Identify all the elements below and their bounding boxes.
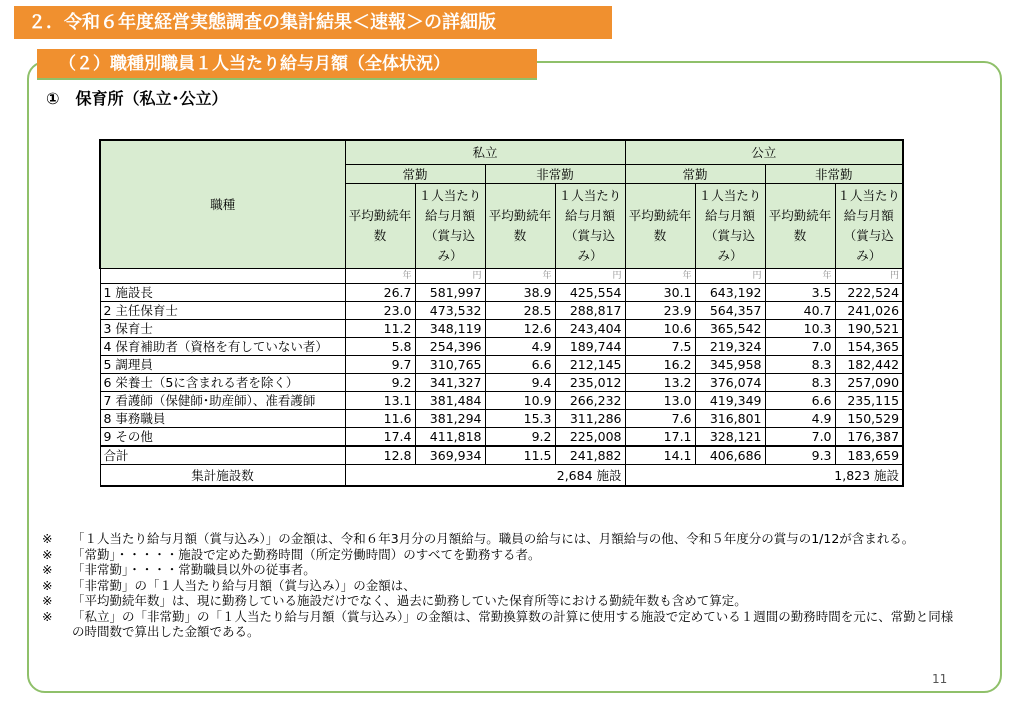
- monthly-salary-value: 225,008: [555, 427, 625, 446]
- avg-years-value: 3.5: [765, 283, 835, 301]
- monthly-salary-value: 419,349: [695, 391, 765, 409]
- avg-years-value: 9.4: [485, 373, 555, 391]
- job-type-name: 2 主任保育士: [100, 301, 345, 319]
- total-value: 183,659: [835, 446, 903, 465]
- monthly-salary-value: 212,145: [555, 355, 625, 373]
- total-value: 12.8: [345, 446, 415, 465]
- total-row: [100, 446, 903, 465]
- unit-row: [100, 268, 903, 283]
- avg-years-value: 8.3: [765, 355, 835, 373]
- note-item: [42, 609, 962, 640]
- monthly-salary-value: 345,958: [695, 355, 765, 373]
- avg-years-value: 17.1: [625, 427, 695, 446]
- avg-years-value: 9.2: [485, 427, 555, 446]
- monthly-salary-value: 190,521: [835, 319, 903, 337]
- monthly-salary-value: 266,232: [555, 391, 625, 409]
- unit-years: 年: [485, 268, 555, 283]
- monthly-salary-value: 473,532: [415, 301, 485, 319]
- note-mark: ※: [42, 546, 53, 562]
- avg-years-value: 15.3: [485, 409, 555, 427]
- sub-title: （２）職種別職員１人当たり給与月額（全体状況）: [37, 49, 537, 80]
- col-avg-years: 平均勤続年数: [625, 183, 695, 268]
- total-value: 11.5: [485, 446, 555, 465]
- avg-years-value: 4.9: [485, 337, 555, 355]
- unit-years: 年: [625, 268, 695, 283]
- note-item: [42, 562, 962, 578]
- note-item: [42, 578, 962, 594]
- unit-years: 年: [345, 268, 415, 283]
- table-row: [100, 409, 903, 427]
- avg-years-value: 38.9: [485, 283, 555, 301]
- avg-years-value: 7.0: [765, 427, 835, 446]
- avg-years-value: 28.5: [485, 301, 555, 319]
- facility-count-public: 1,823 施設: [625, 464, 903, 486]
- job-type-name: 3 保育士: [100, 319, 345, 337]
- note-mark: ※: [42, 562, 53, 577]
- private-parttime-header: 非常勤: [485, 164, 625, 183]
- monthly-salary-value: 288,817: [555, 301, 625, 319]
- note-mark: ※: [42, 593, 53, 608]
- note-text: 「１人当たり給与月額（賞与込み）」の金額は、令和６年3月分の月額給与。職員の給与には、月額給与の他、令和５年度分の賞与の1/12が含まれる。: [72, 531, 915, 546]
- col-monthly-salary: １人当たり給与月額（賞与込み）: [835, 183, 903, 268]
- monthly-salary-value: 348,119: [415, 319, 485, 337]
- section-heading: ① 保育所（私立･公立）: [46, 89, 228, 108]
- total-value: 9.3: [765, 446, 835, 465]
- table-row: [100, 391, 903, 409]
- unit-years: 年: [765, 268, 835, 283]
- monthly-salary-value: 316,801: [695, 409, 765, 427]
- unit-yen: 円: [415, 268, 485, 283]
- avg-years-value: 23.9: [625, 301, 695, 319]
- table-row: [100, 301, 903, 319]
- table-row: [100, 355, 903, 373]
- monthly-salary-value: 235,115: [835, 391, 903, 409]
- total-value: 369,934: [415, 446, 485, 465]
- table-row: [100, 427, 903, 446]
- avg-years-value: 10.3: [765, 319, 835, 337]
- monthly-salary-value: 235,012: [555, 373, 625, 391]
- monthly-salary-value: 341,327: [415, 373, 485, 391]
- private-header: 私立: [345, 140, 625, 164]
- monthly-salary-value: 254,396: [415, 337, 485, 355]
- monthly-salary-value: 381,484: [415, 391, 485, 409]
- page-number: 11: [932, 672, 948, 686]
- monthly-salary-value: 564,357: [695, 301, 765, 319]
- job-type-name: 9 その他: [100, 427, 345, 446]
- avg-years-value: 23.0: [345, 301, 415, 319]
- monthly-salary-value: 328,121: [695, 427, 765, 446]
- avg-years-value: 13.1: [345, 391, 415, 409]
- total-label: 合計: [100, 446, 345, 465]
- job-type-name: 8 事務職員: [100, 409, 345, 427]
- job-type-name: 7 看護師（保健師･助産師）、准看護師: [100, 391, 345, 409]
- avg-years-value: 13.2: [625, 373, 695, 391]
- note-text: 「常勤」・・・・・施設で定めた勤務時間（所定労働時間）のすべてを勤務する者。: [72, 546, 541, 562]
- avg-years-value: 17.4: [345, 427, 415, 446]
- monthly-salary-value: 150,529: [835, 409, 903, 427]
- table-row: [100, 337, 903, 355]
- monthly-salary-value: 222,524: [835, 283, 903, 301]
- job-type-name: 4 保育補助者（資格を有していない者）: [100, 337, 345, 355]
- monthly-salary-value: 643,192: [695, 283, 765, 301]
- avg-years-value: 6.6: [485, 355, 555, 373]
- avg-years-value: 7.6: [625, 409, 695, 427]
- avg-years-value: 11.2: [345, 319, 415, 337]
- monthly-salary-value: 243,404: [555, 319, 625, 337]
- avg-years-value: 9.2: [345, 373, 415, 391]
- facility-count-private: 2,684 施設: [345, 464, 625, 486]
- monthly-salary-value: 411,818: [415, 427, 485, 446]
- monthly-salary-value: 176,387: [835, 427, 903, 446]
- note-item: [42, 531, 962, 547]
- note-text: 「私立」の「非常勤」の「１人当たり給与月額（賞与込み）」の金額は、常勤換算数の計算に使用する施設で定めている１週間の勤務時間を元に、常勤と同様の時間数で算出した金額である。: [72, 608, 954, 639]
- job-type-header: 職種: [100, 140, 345, 268]
- monthly-salary-value: 581,997: [415, 283, 485, 301]
- public-fulltime-header: 常勤: [625, 164, 765, 183]
- avg-years-value: 16.2: [625, 355, 695, 373]
- total-value: 406,686: [695, 446, 765, 465]
- avg-years-value: 13.0: [625, 391, 695, 409]
- avg-years-value: 11.6: [345, 409, 415, 427]
- avg-years-value: 9.7: [345, 355, 415, 373]
- main-title: ２．令和６年度経営実態調査の集計結果＜速報＞の詳細版: [14, 6, 612, 39]
- col-monthly-salary: １人当たり給与月額（賞与込み）: [555, 183, 625, 268]
- public-parttime-header: 非常勤: [765, 164, 903, 183]
- col-monthly-salary: １人当たり給与月額（賞与込み）: [415, 183, 485, 268]
- notes-section: [42, 531, 962, 640]
- table-row: [100, 373, 903, 391]
- unit-yen: 円: [695, 268, 765, 283]
- monthly-salary-value: 154,365: [835, 337, 903, 355]
- monthly-salary-value: 257,090: [835, 373, 903, 391]
- col-avg-years: 平均勤続年数: [485, 183, 555, 268]
- table-row: [100, 283, 903, 301]
- col-avg-years: 平均勤続年数: [345, 183, 415, 268]
- avg-years-value: 40.7: [765, 301, 835, 319]
- avg-years-value: 8.3: [765, 373, 835, 391]
- monthly-salary-value: 381,294: [415, 409, 485, 427]
- col-monthly-salary: １人当たり給与月額（賞与込み）: [695, 183, 765, 268]
- monthly-salary-value: 182,442: [835, 355, 903, 373]
- job-type-name: 1 施設長: [100, 283, 345, 301]
- note-item: [42, 547, 962, 563]
- total-value: 14.1: [625, 446, 695, 465]
- public-header: 公立: [625, 140, 903, 164]
- col-avg-years: 平均勤続年数: [765, 183, 835, 268]
- avg-years-value: 6.6: [765, 391, 835, 409]
- facility-count-row: [100, 464, 903, 486]
- note-mark: ※: [42, 608, 53, 624]
- avg-years-value: 7.0: [765, 337, 835, 355]
- monthly-salary-value: 365,542: [695, 319, 765, 337]
- total-value: 241,882: [555, 446, 625, 465]
- note-mark: ※: [42, 577, 53, 593]
- monthly-salary-value: 219,324: [695, 337, 765, 355]
- monthly-salary-value: 425,554: [555, 283, 625, 301]
- table-row: [100, 319, 903, 337]
- job-type-name: 5 調理員: [100, 355, 345, 373]
- avg-years-value: 10.6: [625, 319, 695, 337]
- monthly-salary-value: 310,765: [415, 355, 485, 373]
- monthly-salary-value: 241,026: [835, 301, 903, 319]
- note-text: 「非常勤」の「１人当たり給与月額（賞与込み）」の金額は、: [72, 577, 416, 593]
- avg-years-value: 26.7: [345, 283, 415, 301]
- note-text: 「平均勤続年数」は、現に勤務している施設だけでなく、過去に勤務していた保育所等における勤続年数も含めて算定。: [72, 593, 747, 608]
- avg-years-value: 5.8: [345, 337, 415, 355]
- note-item: [42, 593, 962, 609]
- monthly-salary-value: 189,744: [555, 337, 625, 355]
- avg-years-value: 4.9: [765, 409, 835, 427]
- job-type-name: 6 栄養士（5に含まれる者を除く）: [100, 373, 345, 391]
- unit-yen: 円: [555, 268, 625, 283]
- avg-years-value: 10.9: [485, 391, 555, 409]
- avg-years-value: 12.6: [485, 319, 555, 337]
- unit-yen: 円: [835, 268, 903, 283]
- private-fulltime-header: 常勤: [345, 164, 485, 183]
- note-mark: ※: [42, 531, 53, 546]
- monthly-salary-value: 376,074: [695, 373, 765, 391]
- note-text: 「非常勤」・・・・常勤職員以外の従事者。: [72, 562, 316, 577]
- facility-count-label: 集計施設数: [100, 464, 345, 486]
- avg-years-value: 30.1: [625, 283, 695, 301]
- salary-table: [99, 139, 904, 487]
- monthly-salary-value: 311,286: [555, 409, 625, 427]
- avg-years-value: 7.5: [625, 337, 695, 355]
